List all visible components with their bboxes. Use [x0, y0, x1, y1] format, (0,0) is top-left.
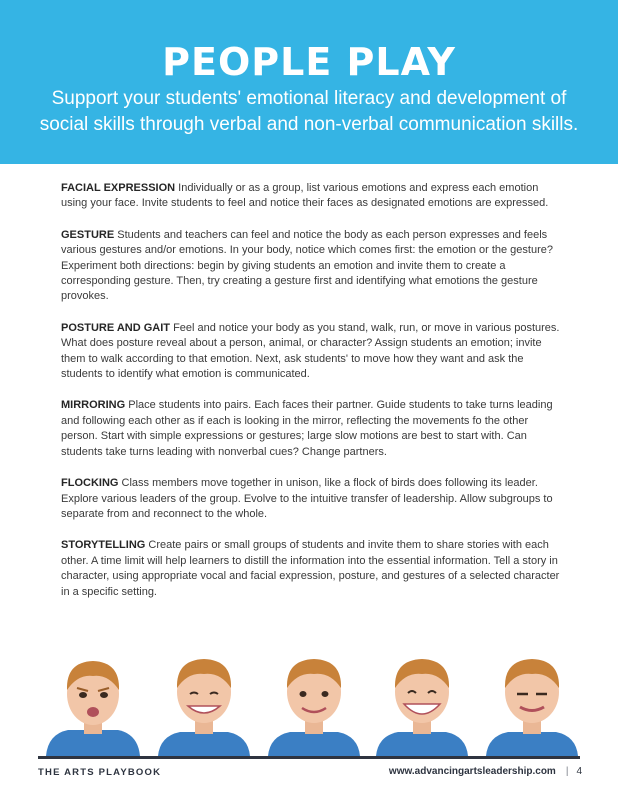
activity-list — [61, 181, 561, 616]
section-heading: STORYTELLING — [61, 539, 146, 552]
section-posture-and-gait — [61, 321, 561, 383]
section-body: Feel and notice your body as you stand, walk, run, or move in various postures. What does posture reveal about a person, animal, or character? Assign students an emotion; invite them to walk according to that emotion. Next, ask students' to move how they want and ask the students to identify what emotion is communicated. — [61, 321, 560, 381]
boy-face-grin — [158, 659, 250, 756]
section-body: Students and teachers can feel and notice the body as each person expresses and feels various gestures and/or emotions. In your body, notice which comes first: the emotion or the gesture? Experiment both directions: begin by giving students an emotion and invite them to create a corresponding gesture. Then, try creating a gesture first and identifying what emotions the gesture provokes. — [61, 228, 553, 303]
section-flocking — [61, 476, 561, 522]
boy-face-pout — [46, 661, 140, 756]
section-body: Place students into pairs. Each faces their partner. Guide students to take turns leading and following each other as if each is looking in the mirror, reflecting the movements fo the other person. Start with simple expressions or gestures; large slow motions are best to start with. Can students take turns leading with nonverbal cues? Change partners. — [61, 399, 553, 458]
section-heading: MIRRORING — [61, 399, 126, 412]
footer-separator: | — [565, 766, 569, 777]
section-heading: GESTURE — [61, 228, 115, 241]
section-body: Individually or as a group, list various emotions and express each emotion using your face. Invite students to feel and notice their faces as designated emotions are expressed. — [61, 182, 549, 210]
page-subtitle — [20, 86, 598, 138]
section-facial-expression — [61, 181, 561, 212]
section-heading: FACIAL EXPRESSION — [61, 182, 176, 194]
section-gesture — [61, 228, 561, 305]
section-heading: POSTURE AND GAIT — [61, 321, 170, 334]
boy-face-smile — [268, 659, 360, 756]
section-storytelling — [61, 538, 561, 600]
section-body: Create pairs or small groups of students and invite them to share stories with each other. A time limit will help learners to distill the information into the essential information. Tell a story in character, using appropriate vocal and facial expression, posture, and gestures of a selected character in a specific setting. — [61, 539, 560, 598]
section-body: Class members move together in unison, like a flock of birds does following its leader. Explore various leaders of the group. Evolve to the intuitive transfer of leadership. Allow subgroups to separate from and reconnect to the whole. — [61, 477, 553, 520]
boy-face-squint-smile — [486, 659, 578, 756]
footer-publication-name: THE ARTS PLAYBOOK — [38, 767, 162, 778]
section-heading: FLOCKING — [61, 477, 119, 490]
footer-divider — [38, 756, 580, 759]
page-header — [0, 0, 618, 164]
page-number: 4 — [576, 766, 582, 777]
section-mirroring — [61, 398, 561, 460]
boy-faces-photo-strip — [38, 652, 580, 756]
boy-face-toothy-grin — [376, 659, 468, 756]
subtitle-line-1: Support your students' emotional literacy and development of — [51, 88, 567, 109]
footer-right — [389, 766, 582, 777]
footer-website-link[interactable]: www.advancingartsleadership.com — [388, 766, 556, 777]
page-title: PEOPLE PLAY — [162, 40, 456, 84]
subtitle-line-2: social skills through verbal and non-verbal communication skills. — [39, 114, 579, 135]
